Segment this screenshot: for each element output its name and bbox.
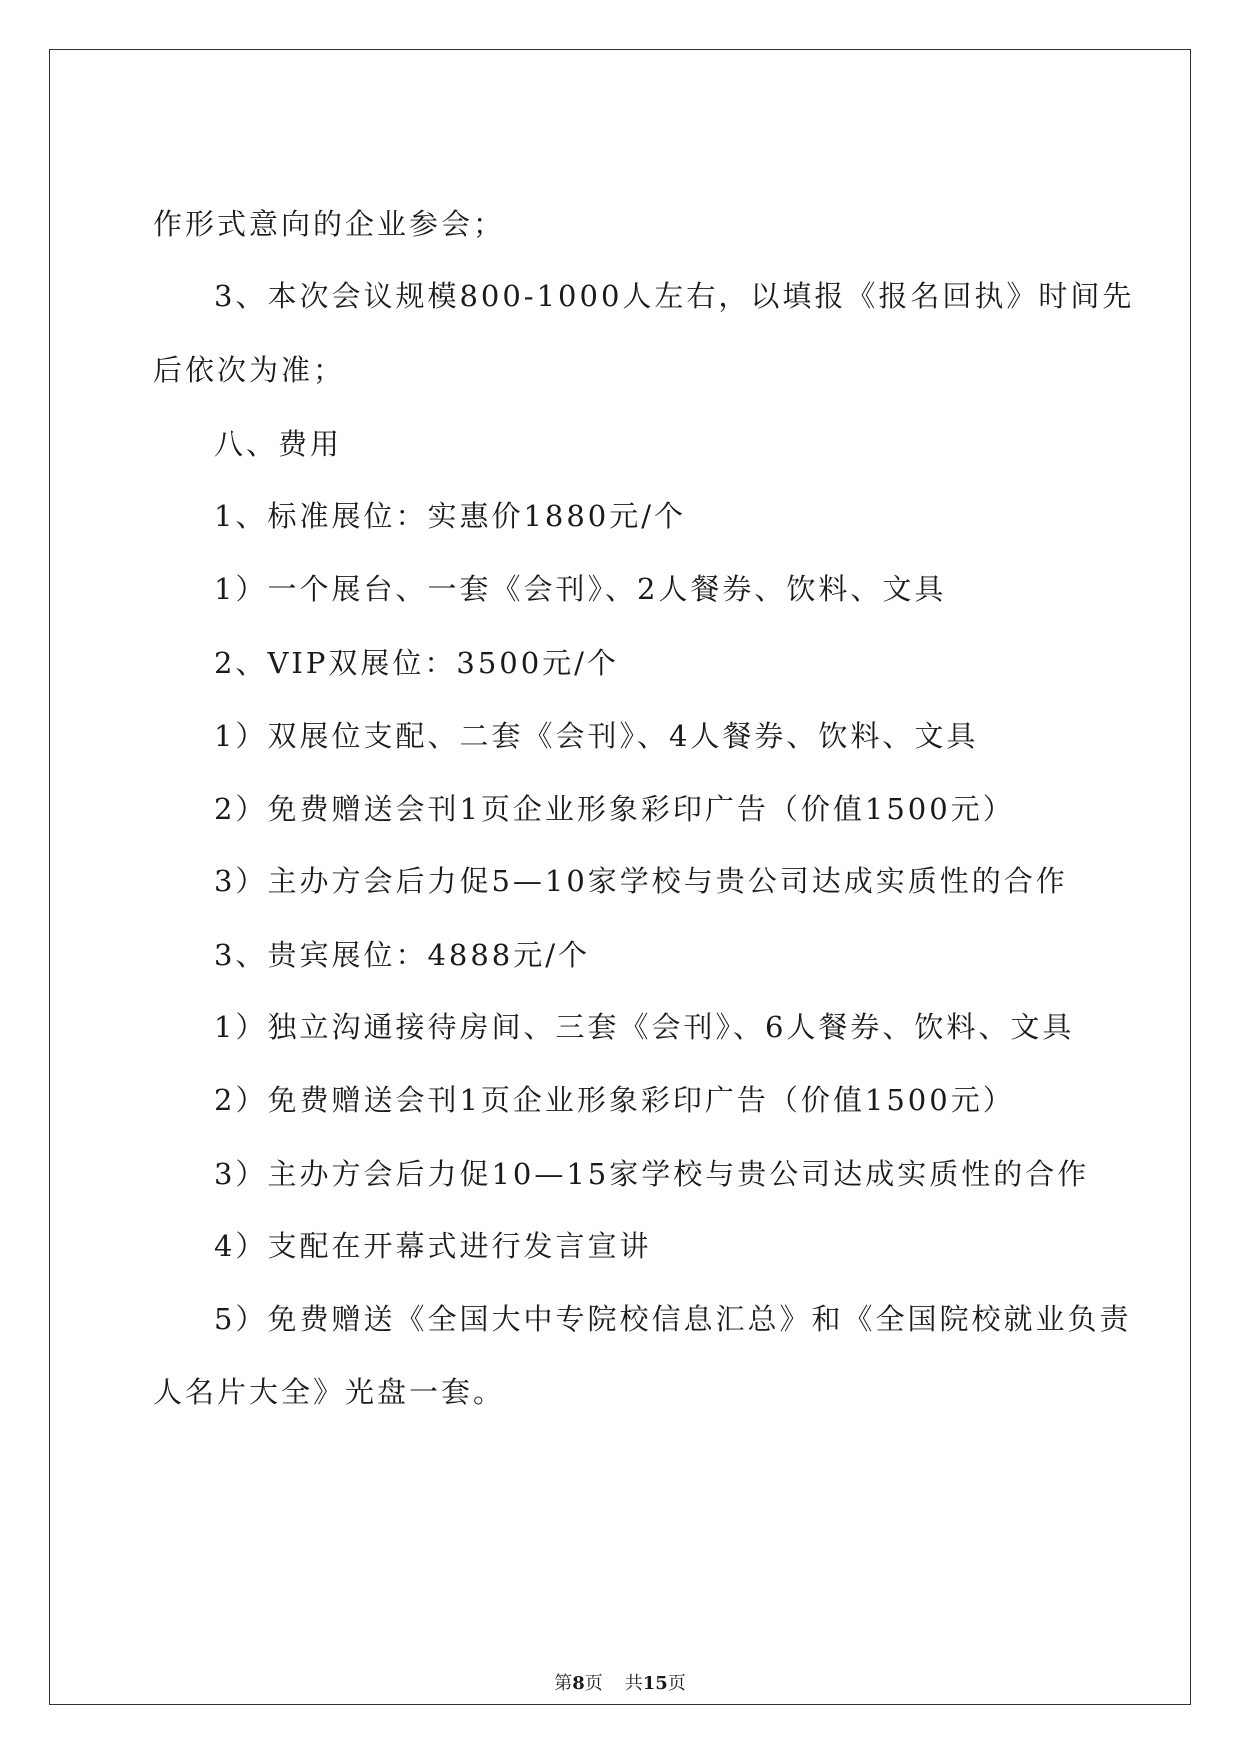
text-line: 人名片大全》光盘一套。	[153, 1375, 506, 1409]
text-line: 3）主办方会后力促5—10家学校与贵公司达成实质性的合作	[214, 864, 1068, 898]
page-number: 8	[572, 1673, 585, 1694]
page-suffix: 页	[584, 1673, 603, 1694]
section-heading: 八、费用	[214, 427, 343, 461]
text-line: 5）免费赠送《全国大中专院校信息汇总》和《全国院校就业负责	[214, 1302, 1132, 1336]
page-footer	[50, 1672, 1190, 1696]
total-pages: 15	[642, 1673, 668, 1694]
text-line: 3）主办方会后力促10—15家学校与贵公司达成实质性的合作	[214, 1157, 1090, 1191]
text-line: 2、VIP双展位：3500元/个	[214, 646, 619, 680]
text-line: 1）一个展台、一套《会刊》、2人餐券、饮料、文具	[214, 572, 947, 606]
text-line: 作形式意向的企业参会；	[153, 207, 506, 241]
page-prefix: 第	[554, 1673, 573, 1694]
text-line: 4）支配在开幕式进行发言宣讲	[214, 1229, 652, 1263]
text-line: 3、本次会议规模800-1000人左右，以填报《报名回执》时间先	[214, 279, 1135, 313]
text-line: 3、贵宾展位：4888元/个	[214, 938, 591, 972]
page-frame	[49, 49, 1191, 1705]
text-line: 2）免费赠送会刊1页企业形象彩印广告（价值1500元）	[214, 1083, 1015, 1117]
total-prefix: 共	[624, 1673, 643, 1694]
total-suffix: 页	[667, 1673, 686, 1694]
text-line: 1、标准展位：实惠价1880元/个	[214, 499, 687, 533]
text-line: 1）双展位支配、二套《会刊》、4人餐券、饮料、文具	[214, 719, 979, 753]
text-line: 2）免费赠送会刊1页企业形象彩印广告（价值1500元）	[214, 792, 1015, 826]
text-line: 1）独立沟通接待房间、三套《会刊》、6人餐券、饮料、文具	[214, 1010, 1075, 1044]
text-line: 后依次为准；	[153, 353, 346, 387]
